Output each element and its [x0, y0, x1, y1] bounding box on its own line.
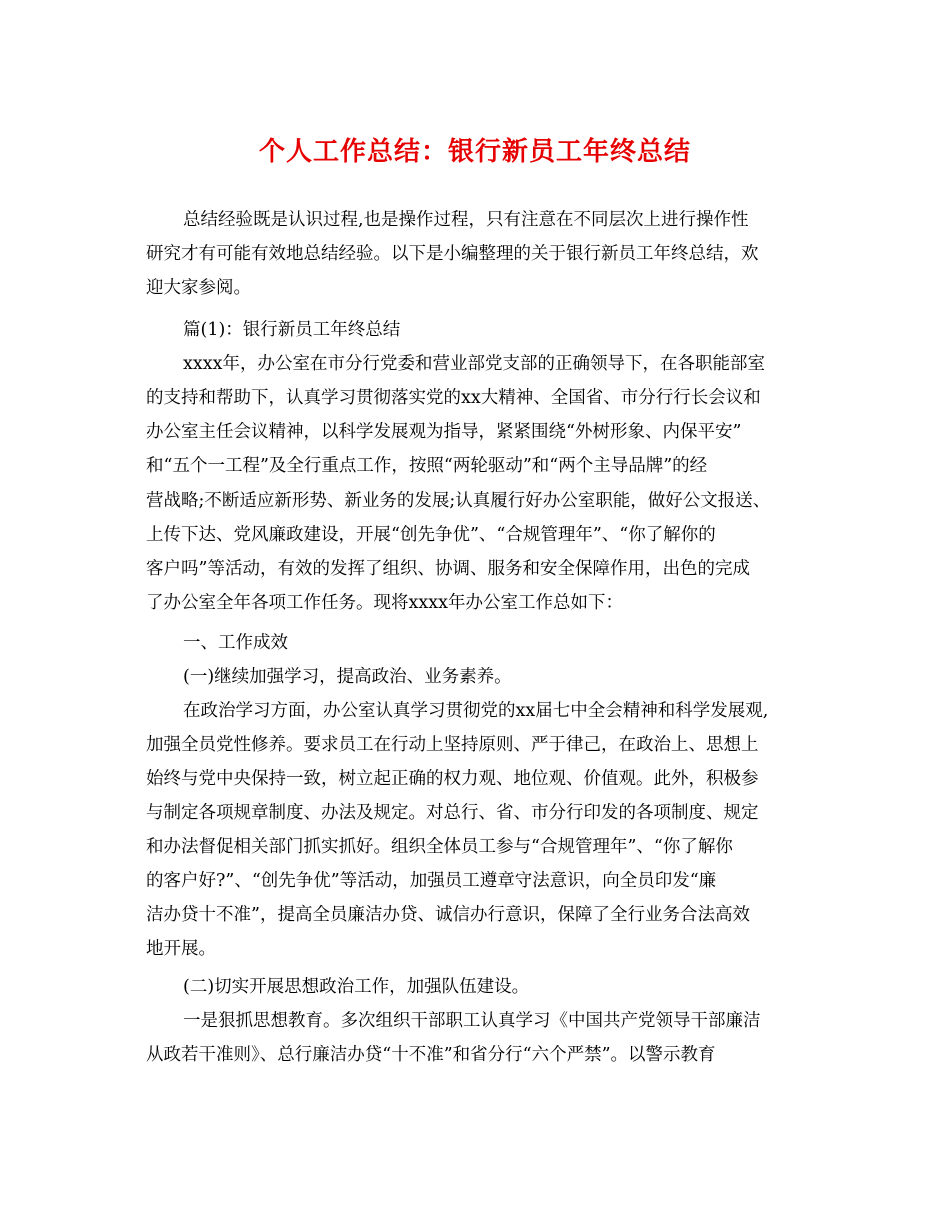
paragraph-line: 在政治学习方面，办公室认真学习贯彻党的xx届七中全会精神和科学发展观,	[183, 701, 769, 721]
section-heading: (二)切实开展思想政治工作，加强队伍建设。	[183, 977, 530, 997]
paragraph-line: 迎大家参阅。	[146, 278, 251, 298]
paragraph-line: 的客户好?”、“创先争优”等活动，加强员工遵章守法意识，向全员印发“廉	[146, 871, 717, 891]
paragraph-line: 地开展。	[146, 939, 216, 959]
paragraph-line: 从政若干准则》、总行廉洁办贷“十不准”和省分行“六个严禁”。以警示教育	[146, 1045, 716, 1065]
paragraph-line: 始终与党中央保持一致，树立起正确的权力观、地位观、价值观。此外，积极参	[146, 769, 759, 789]
paragraph-line: 洁办贷十不准”，提高全员廉洁办贷、诚信办行意识，保障了全行业务合法高效	[146, 905, 750, 925]
paragraph-line: 的支持和帮助下，认真学习贯彻落实党的xx大精神、全国省、市分行行长会议和	[146, 388, 761, 408]
paragraph-line: 客户吗”等活动，有效的发挥了组织、协调、服务和安全保障作用，出色的完成	[146, 559, 750, 579]
paragraph-line: 和办法督促相关部门抓实抓好。组织全体员工参与“合规管理年”、“你了解你	[146, 837, 733, 857]
paragraph-line: xxxx年，办公室在市分行党委和营业部党支部的正确领导下，在各职能部室	[183, 354, 765, 374]
paragraph-line: 办公室主任会议精神，以科学发展观为指导，紧紧围绕“外树形象、内保平安”	[146, 422, 742, 442]
paragraph-line: 了办公室全年各项工作任务。现将xxxx年办公室工作总如下：	[146, 593, 623, 613]
paragraph-line: 总结经验既是认识过程,也是操作过程，只有注意在不同层次上进行操作性	[183, 210, 749, 230]
paragraph-line: 加强全员党性修养。要求员工在行动上坚持原则、严于律己，在政治上、思想上	[146, 735, 759, 755]
section-heading: 篇(1)：银行新员工年终总结	[183, 320, 401, 340]
paragraph-line: 研究才有可能有效地总结经验。以下是小编整理的关于银行新员工年终总结，欢	[146, 244, 759, 264]
document-title: 个人工作总结：银行新员工年终总结	[258, 137, 691, 167]
paragraph-line: 和“五个一工程”及全行重点工作，按照“两轮驱动”和“两个主导品牌”的经	[146, 456, 708, 476]
section-heading: 一、工作成效	[183, 633, 288, 653]
paragraph-line: 与制定各项规章制度、办法及规定。对总行、省、市分行印发的各项制度、规定	[146, 803, 759, 823]
paragraph-line: 上传下达、党风廉政建设，开展“创先争优”、“合规管理年”、“你了解你的	[146, 525, 716, 545]
section-heading: (一)继续加强学习，提高政治、业务素养。	[183, 667, 512, 687]
paragraph-line: 营战略;不断适应新形势、新业务的发展;认真履行好办公室职能，做好公文报送、	[146, 491, 771, 511]
paragraph-line: 一是狠抓思想教育。多次组织干部职工认真学习《中国共产党领导干部廉洁	[183, 1011, 761, 1031]
